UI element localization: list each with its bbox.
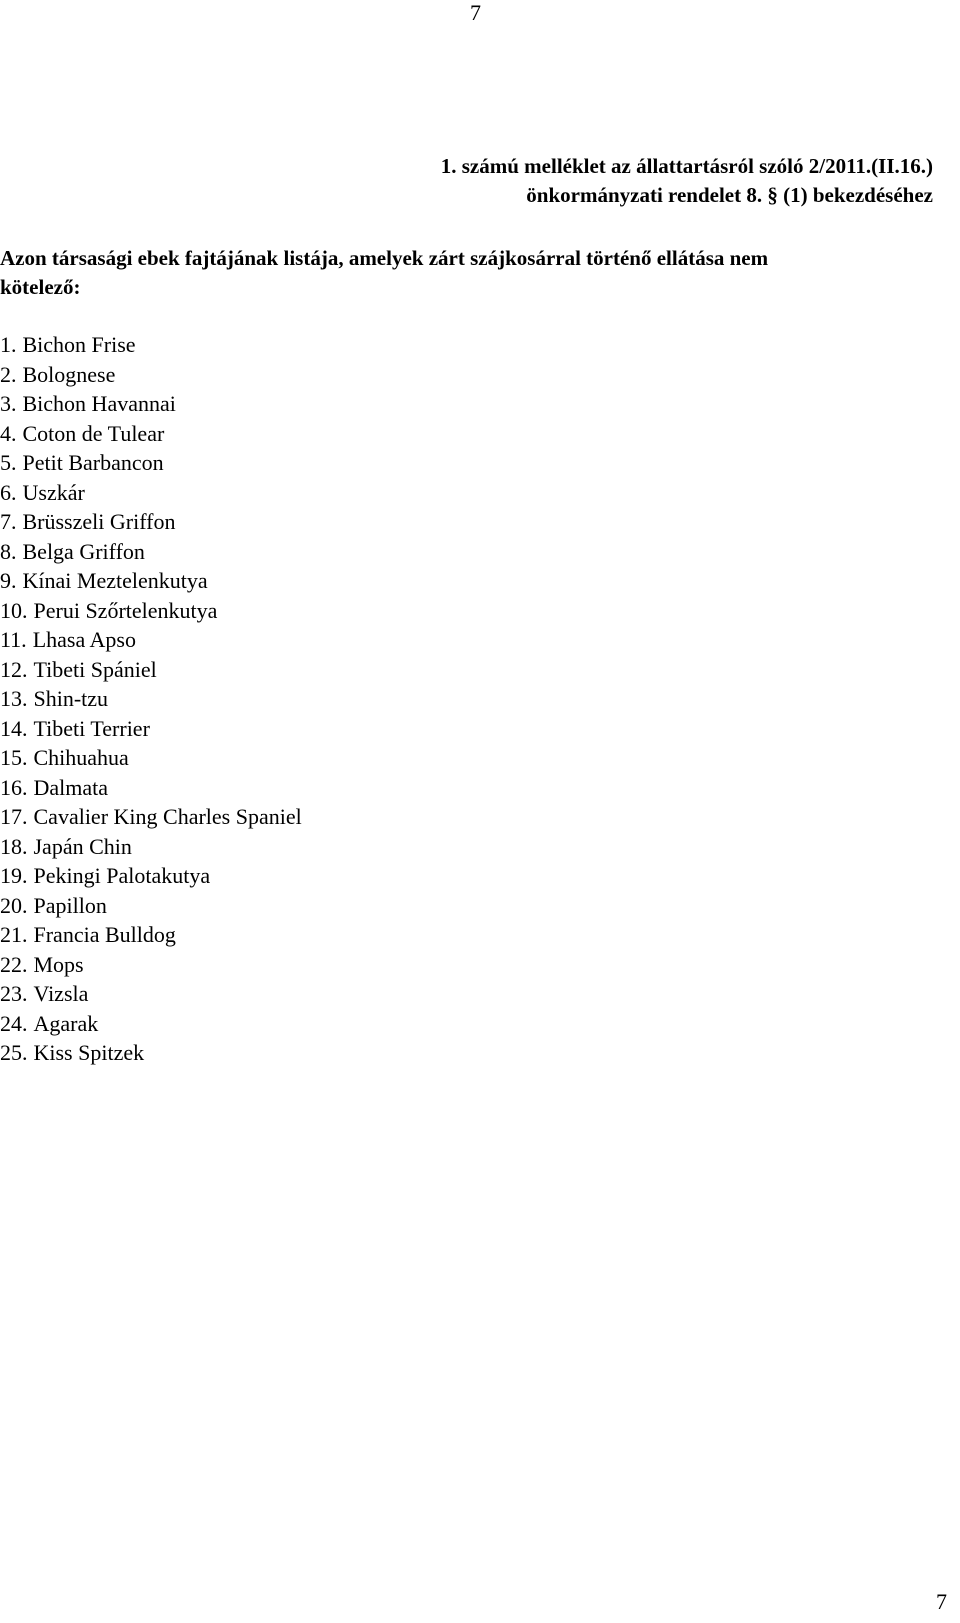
list-item-number: 11. [0,627,27,652]
list-item-name: Dalmata [33,774,109,800]
page-number-bottom: 7 [936,1589,947,1614]
list-item-number: 8. [0,538,17,564]
breed-list [0,330,302,1068]
list-item-number: 17. [0,804,28,829]
page-number-top: 7 [470,0,481,25]
list-item [0,714,302,744]
list-item-number: 19. [0,863,28,888]
list-item [0,1009,302,1039]
list-item-number: 4. [0,420,17,446]
list-item [0,773,302,803]
list-item [0,950,302,980]
list-item-name: Papillon [33,892,107,918]
list-item-name: Perui Szőrtelenkutya [33,597,218,623]
list-item-number: 7. [0,509,17,534]
list-item-number: 20. [0,892,28,918]
list-item [0,507,302,537]
list-item-name: Japán Chin [33,833,132,859]
list-item-number: 13. [0,686,28,711]
list-item-name: Bolognese [22,361,116,387]
list-item-name: Uszkár [22,479,85,505]
list-item-name: Bichon Havannai [22,391,176,416]
list-item-name: Francia Bulldog [33,922,176,947]
list-item [0,1038,302,1068]
list-item-name: Cavalier King Charles Spaniel [33,804,302,829]
list-item-number: 21. [0,922,28,947]
list-item-name: Vizsla [33,981,89,1006]
list-item [0,861,302,891]
list-item-number: 18. [0,833,28,859]
list-item-number: 24. [0,1010,28,1036]
list-item-number: 23. [0,981,28,1006]
list-item-name: Mops [33,951,84,977]
list-item [0,684,302,714]
list-item [0,596,302,626]
list-item-number: 2. [0,361,17,387]
list-item-number: 5. [0,450,17,475]
list-item-name: Tibeti Terrier [33,715,150,741]
list-item [0,360,302,390]
intro-paragraph [0,244,935,302]
list-item-name: Belga Griffon [22,538,145,564]
intro-line-2: kötelező: [0,275,81,299]
annex-heading [441,152,933,210]
annex-heading-line-2: önkormányzati rendelet 8. § (1) bekezdéséhez [526,183,933,207]
list-item-name: Pekingi Palotakutya [33,863,211,888]
list-item-number: 3. [0,391,17,416]
list-item [0,419,302,449]
list-item-name: Petit Barbancon [22,450,164,475]
list-item-name: Kínai Meztelenkutya [22,568,208,593]
list-item-number: 12. [0,656,28,682]
list-item-number: 22. [0,951,28,977]
list-item-number: 10. [0,597,28,623]
list-item [0,979,302,1009]
list-item-name: Brüsszeli Griffon [22,509,176,534]
list-item [0,537,302,567]
list-item-name: Shin-tzu [33,686,109,711]
list-item-number: 14. [0,715,28,741]
list-item [0,743,302,773]
intro-line-1: Azon társasági ebek fajtájának listája, amelyek zárt szájkosárral történő ellátása nem [0,246,769,270]
list-item-name: Coton de Tulear [22,420,165,446]
list-item-number: 25. [0,1040,28,1065]
list-item-number: 16. [0,774,28,800]
list-item [0,448,302,478]
list-item [0,920,302,950]
annex-heading-line-1: 1. számú melléklet az állattartásról szóló 2/2011.(II.16.) [440,154,933,178]
list-item-name: Tibeti Spániel [33,656,157,682]
list-item-name: Agarak [33,1010,99,1036]
list-item [0,478,302,508]
list-item-name: Lhasa Apso [32,627,136,652]
list-item [0,566,302,596]
list-item-name: Chihuahua [33,745,129,770]
list-item [0,330,302,360]
list-item-number: 6. [0,479,17,505]
list-item-number: 9. [0,568,17,593]
list-item [0,832,302,862]
list-item [0,891,302,921]
list-item-name: Bichon Frise [22,332,136,357]
list-item [0,625,302,655]
list-item [0,389,302,419]
list-item [0,802,302,832]
list-item-name: Kiss Spitzek [33,1040,145,1065]
list-item-number: 1. [0,332,17,357]
list-item-number: 15. [0,745,28,770]
list-item [0,655,302,685]
